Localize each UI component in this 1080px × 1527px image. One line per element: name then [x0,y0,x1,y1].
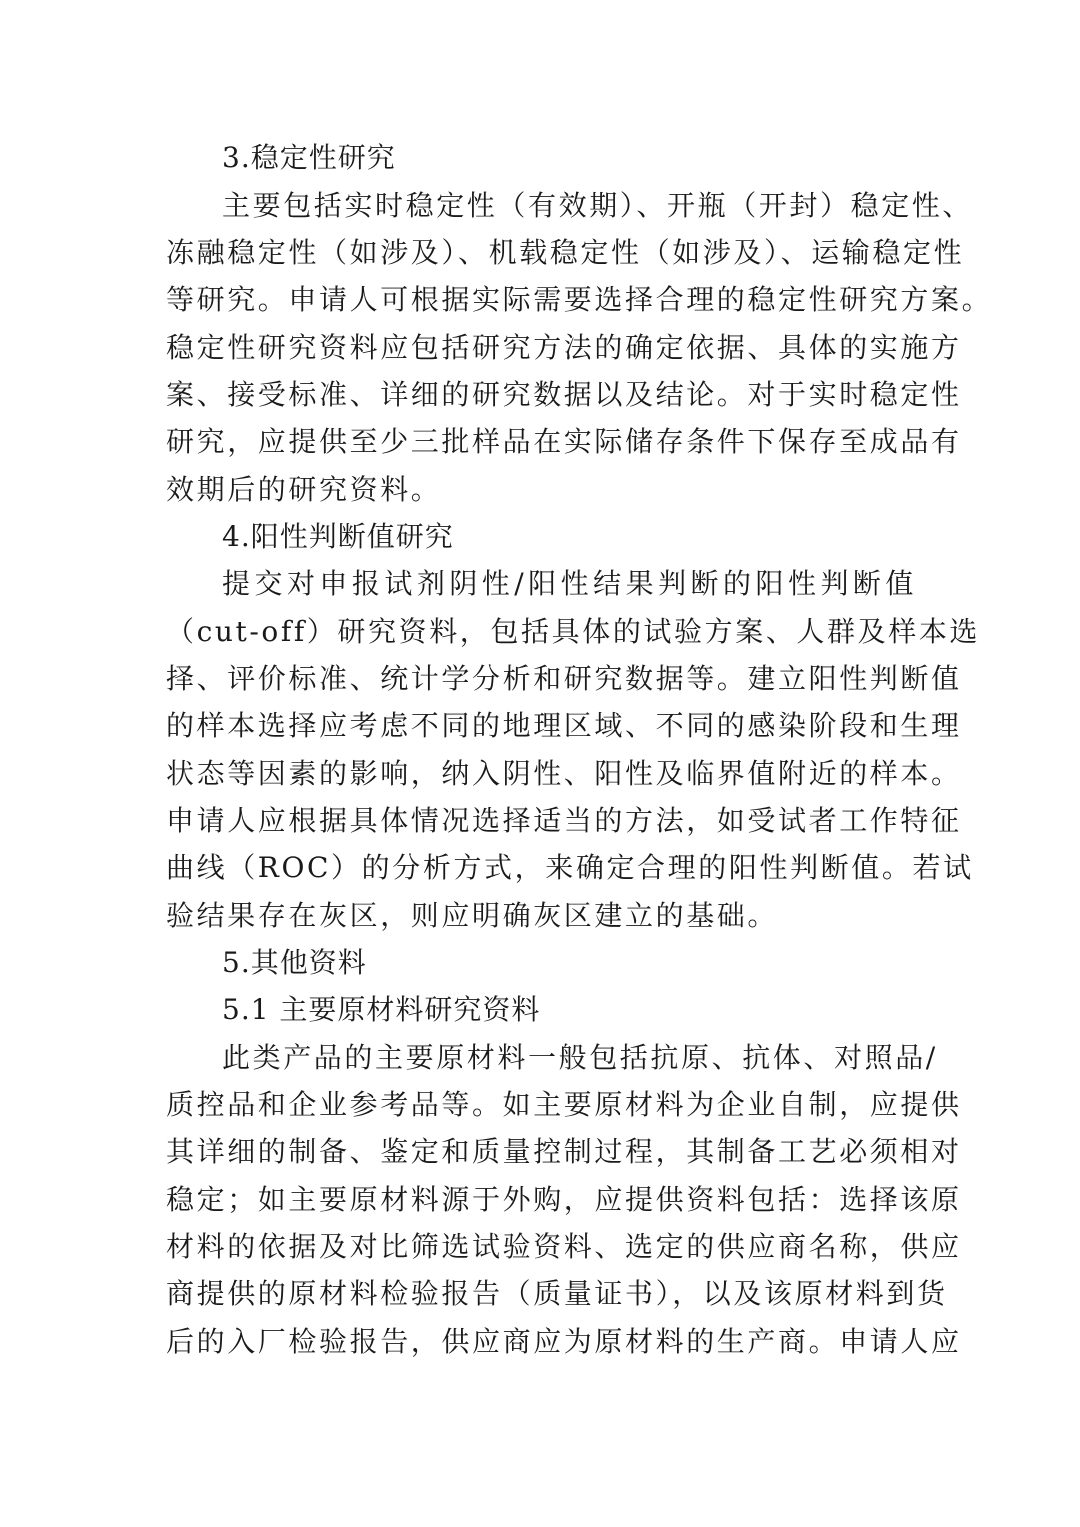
paragraph-line: 案、接受标准、详细的研究数据以及结论。对于实时稳定性 [166,378,962,411]
paragraph-line: 冻融稳定性（如涉及）、机载稳定性（如涉及）、运输稳定性 [166,236,965,269]
section-heading-other: 5.其他资料 [222,946,367,979]
section-heading-stability: 3.稳定性研究 [222,141,396,174]
subsection-heading-raw-materials: 5.1 主要原材料研究资料 [222,993,541,1026]
paragraph-line: 的样本选择应考虑不同的地理区域、不同的感染阶段和生理 [166,709,962,742]
paragraph-line: 稳定；如主要原材料源于外购，应提供资料包括：选择该原 [166,1183,962,1216]
paragraph-line: 质控品和企业参考品等。如主要原材料为企业自制，应提供 [166,1088,962,1121]
section-heading-cutoff: 4.阳性判断值研究 [222,520,454,553]
paragraph-line: 稳定性研究资料应包括研究方法的确定依据、具体的实施方 [166,331,962,364]
paragraph-line: 择、评价标准、统计学分析和研究数据等。建立阳性判断值 [166,662,962,695]
paragraph-line: （cut-off）研究资料，包括具体的试验方案、人群及样本选 [166,615,981,648]
paragraph-line: 主要包括实时稳定性（有效期）、开瓶（开封）稳定性、 [222,189,974,222]
paragraph-line: 研究，应提供至少三批样品在实际储存条件下保存至成品有 [166,425,962,458]
paragraph-line: 商提供的原材料检验报告（质量证书），以及该原材料到货 [166,1277,948,1310]
paragraph-line: 材料的依据及对比筛选试验资料、选定的供应商名称，供应 [166,1230,962,1263]
paragraph-line: 曲线（ROC）的分析方式，来确定合理的阳性判断值。若试 [166,851,974,884]
paragraph-line: 其详细的制备、鉴定和质量控制过程，其制备工艺必须相对 [166,1135,962,1168]
paragraph-line: 验结果存在灰区，则应明确灰区建立的基础。 [166,899,779,932]
paragraph-line: 后的入厂检验报告，供应商应为原材料的生产商。申请人应 [166,1325,962,1358]
paragraph-line: 申请人应根据具体情况选择适当的方法，如受试者工作特征 [166,804,962,837]
paragraph-line: 状态等因素的影响，纳入阴性、阳性及临界值附近的样本。 [166,757,962,790]
paragraph-line: 提交对申报试剂阴性/阳性结果判断的阳性判断值 [222,567,916,600]
paragraph-line: 等研究。申请人可根据实际需要选择合理的稳定性研究方案。 [166,283,993,316]
paragraph-line: 此类产品的主要原材料一般包括抗原、抗体、对照品/ [222,1041,938,1074]
paragraph-line: 效期后的研究资料。 [166,473,442,506]
